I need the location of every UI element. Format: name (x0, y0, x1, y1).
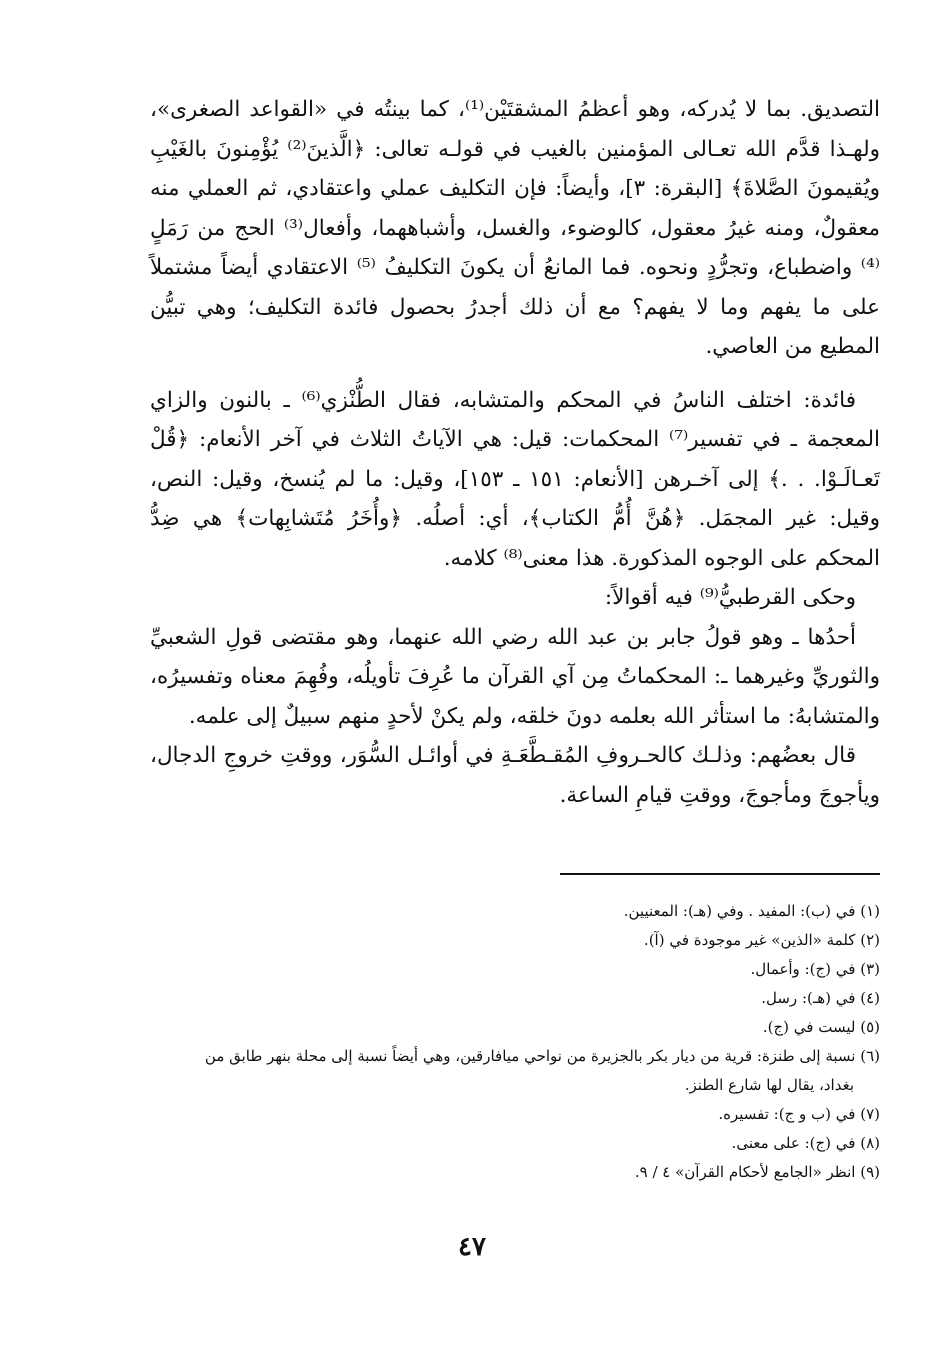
footnote-separator (560, 873, 880, 875)
footnote-1: (١) في (ب): المفيد . وفي (هـ): المعنيين. (623, 902, 880, 920)
paragraph-4: أحدُها ـ وهو قولُ جابر بن عبد الله رضي الله عنهما، وهو مقتضى قولِ الشعبيِّ والثوريِّ وغيرهما ـ: المحكماتُ مِن آي القرآن ما عُرِفَ تأويلُه، وفُهِمَ معناه وتفسيرُه، والمتشابهُ: ما استأثر الله بعلمه دونَ خلقه، ولم يكنْ لأحدٍ منهم سبيلٌ إلى علمه. (150, 624, 880, 729)
paragraph-2: فائدة: اختلف الناسُ في المحكم والمتشابه، فقال الطُّنْزي⁽⁶⁾ ـ بالنون والزاي المعجمة ـ في تفسير⁽⁷⁾ المحكمات: قيل: هي الآياتُ الثلاث في آخر الأنعام: ﴿قُلْ تَعـالَـوْا. . .﴾ إلى آخـرهن [الأنعام: ١٥١ ـ ١٥٣]، وقيل: ما لم يُنسخ، وقيل: النص، وقيل: غير المجمَل. ﴿هُنَّ أُمُّ الكتاب﴾، أي: أصلُه. ﴿وأُخَرُ مُتَشابِهات﴾ هي ضِدُّ المحكم على الوجوه المذكورة. هذا معنى⁽⁸⁾ كلامه. (150, 387, 880, 571)
footnote-6-continuation: بغداد، يقال لها شارع الطنز. (684, 1076, 854, 1094)
footnote-8: (٨) في (ج): على معنى. (731, 1134, 880, 1152)
footnote-3: (٣) في (ج): وأعمال. (750, 960, 880, 978)
footnote-4: (٤) في (هـ): رسل. (761, 989, 880, 1007)
footnotes (150, 897, 880, 1187)
footnote-5: (٥) ليست في (ج). (762, 1018, 880, 1036)
footnote-2: (٢) كلمة «الذين» غير موجودة في (آ). (643, 931, 880, 949)
body-text (150, 90, 880, 815)
paragraph-3: وحكى القرطبيُّ⁽⁹⁾ فيه أقوالاً: (604, 585, 856, 610)
page-number: ٤٧ (458, 1232, 486, 1262)
main-text-block (150, 90, 880, 815)
footnote-9: (٩) انظر «الجامع لأحكام القرآن» ٤ / ٩. (634, 1163, 880, 1181)
paragraph-5: قال بعضُهم: وذلـك كالحـروفِ المُقـطَّعَـةِ في أوائـل السُّوَر، ووقتِ خروجِ الدجال، ويأجوجَ ومأجوجَ، ووقتِ قيامِ الساعة. (150, 743, 880, 808)
footnote-6 (150, 1042, 880, 1100)
footnote-6-text: (٦) نسبة إلى طنزة: قرية من ديار بكر بالجزيرة من نواحي ميافارقين، وهي أيضاً نسبة إلى محلة بنهر طابق من (204, 1047, 880, 1065)
footnote-7: (٧) في (ب و ج): تفسيره. (718, 1105, 880, 1123)
paragraph-1: التصديق. بما لا يُدركه، وهو أعظمُ المشقتَيْن⁽¹⁾، كما بينتُه في «القواعد الصغرى»، ولهـذا قدَّم الله تعـالى المؤمنين بالغيب في قولـه تعالى: ﴿الَّذينَ⁽²⁾ يُؤْمِنونَ بالغَيْبِ ويُقيمونَ الصَّلاةَ﴾ [البقرة: ٣]، وأيضاً: فإن التكليف عملي واعتقادي، ثم العملي منه معقولٌ، ومنه غيرُ معقول، كالوضوء، والغسل، وأشباههما، وأفعال⁽³⁾ الحج من رَمَلٍ ⁽⁴⁾ واضطباع، وتجرُّدٍ ونحوه. فما المانعُ أن يكونَ التكليفُ ⁽⁵⁾ الاعتقادي أيضاً مشتملاً على ما يفهم وما لا يفهم؟ مع أن ذلك أجدرُ بحصول فائدة التكليف؛ وهي تبيُّن المطيع من العاصي. (150, 97, 880, 359)
